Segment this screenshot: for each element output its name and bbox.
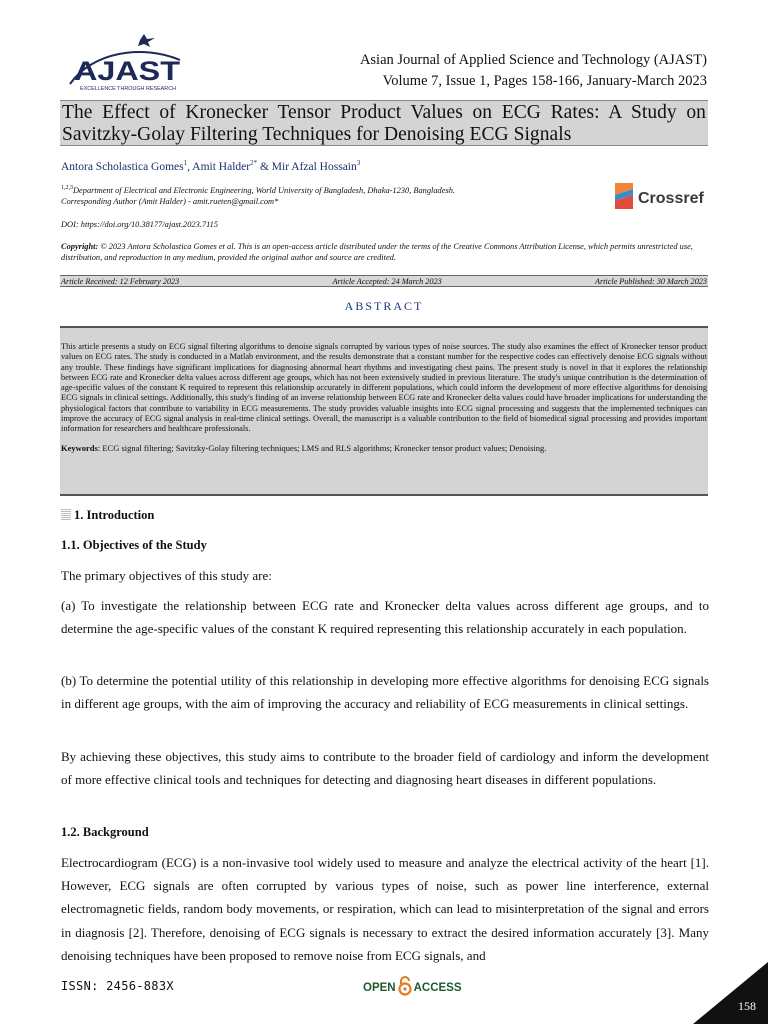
article-title: The Effect of Kronecker Tensor Product Values on ECG Rates: A Study on Savitzky-Golay Filtering Techniques for Denoising ECG Signals bbox=[62, 102, 706, 145]
date-published: Article Published: 30 March 2023 bbox=[594, 276, 707, 286]
affiliation: $^{1,2,3}$Department of Electrical and Electronic Engineering, World University of Bangladesh, Dhaka-1230, Bangladesh. Corresponding Author (Amit Halder) - amit.rueten@gmail.com* bbox=[61, 185, 456, 206]
doi-link[interactable]: DOI: https://doi.org/10.38177/ajast.2023.7115 bbox=[61, 220, 219, 229]
author-list: Antora Scholastica Gomes$^1$, Amit Halder$^{2*}$ & Mir Afzal Hossain$^3$ bbox=[61, 159, 361, 173]
paragraph: (b) To determine the potential utility of this relationship in developing more effective algorithms for denoising ECG signals in different age groups, with the aim of improving the accuracy and reliability of ECG measurements in clinical settings. bbox=[61, 673, 709, 712]
paragraph: By achieving these objectives, this study aims to contribute to the broader field of cardiology and inform the development of more effective clinical tools and techniques for detecting and diagnosing heart diseases in different populations. bbox=[61, 749, 709, 788]
abstract-box bbox=[60, 326, 708, 496]
paragraph: The primary objectives of this study are: bbox=[61, 568, 272, 583]
article-dates bbox=[60, 275, 708, 287]
author-name[interactable]: Mir Afzal Hossain bbox=[271, 160, 357, 173]
crossref-icon bbox=[615, 183, 633, 209]
date-accepted: Article Accepted: 24 March 2023 bbox=[332, 276, 442, 286]
issn: ISSN: 2456-883X bbox=[61, 979, 174, 993]
journal-info bbox=[360, 50, 707, 92]
copyright-notice: Copyright: © 2023 Antora Scholastica Gomes et al. This is an open-access article distributed under the terms of the Creative Commons Attribution License, which permits unrestricted use, distribution, and reproduction in any medium, provided the original author and source are credited. bbox=[61, 242, 693, 262]
page-number: 158 bbox=[738, 999, 756, 1013]
svg-text:Crossref: Crossref bbox=[638, 190, 704, 207]
page-corner bbox=[693, 962, 768, 1024]
section-marker-icon bbox=[61, 508, 71, 520]
logo-tagline: EXCELLENCE THROUGH RESEARCH bbox=[80, 86, 177, 92]
author-name[interactable]: Antora Scholastica Gomes bbox=[61, 160, 184, 173]
paragraph: (a) To investigate the relationship between ECG rate and Kronecker delta values across different age groups, and to determine the age-specific values of the constant K required representing this relationship accurately in each population. bbox=[61, 598, 709, 637]
open-lock-icon bbox=[398, 976, 412, 999]
journal-volume: Volume 7, Issue 1, Pages 158-166, January-March 2023 bbox=[382, 73, 707, 89]
crossref-badge[interactable] bbox=[613, 181, 709, 211]
section-heading: 1. Introduction bbox=[61, 508, 154, 523]
corresponding-author: Corresponding Author (Amit Halder) - amit.rueten@gmail.com* bbox=[61, 196, 279, 206]
subsection-heading: 1.1. Objectives of the Study bbox=[61, 538, 207, 552]
abstract-text: This article presents a study on ECG signal filtering algorithms to denoise signals corrupted by various types of noise sources. The study also examines the effect of Kronecker tensor product values on ECG rates. The study is conducted in a Matlab environment, and the results demonstrate that a constant number for the respective codes can effectively denoise ECG signals without any trouble. These findings have significant implications for diagnosing abnormal heart rhythms and investigating chest pains. The present study is novel in that it explores the relationship between ECG rate and Kronecker delta values across different age groups, which has not been extensively studied in previous literature. The study's unique contribution is the determination of age-specific values of the constant K required to represent this relationship accurately in different populations, which could inform the development of more effective algorithms for denoising ECG signals in clinical settings. Additionally, this study's finding of an inverse relationship between ECG rate and Kronecker delta values could have broader implications for understanding the physiological factors that contribute to variability in ECG measurements. The study provides valuable insights into ECG signal processing and suggests that the implemented techniques can improve the accuracy of ECG signal analysis in real-time clinical settings. Overall, the manuscript is a valuable contribution to the field of biomedical signal processing and provides important information for researchers and healthcare professionals. bbox=[61, 342, 707, 434]
paragraph: Electrocardiogram (ECG) is a non-invasive tool widely used to measure and analyze the electrical activity of the heart [1]. However, ECG signals are often corrupted by various types of noise, such as power line interference, external electromagnetic fields, random body movements, or respiration, which can lead to misinterpretation of the signal and errors in diagnosis [2]. Therefore, denoising of ECG signals is necessary to extract the desired information accurately [3]. Many denoising techniques have been proposed to remove noise from ECG signals, and bbox=[61, 855, 709, 963]
open-access-badge: OPEN ACCESS bbox=[363, 976, 462, 999]
journal-name: Asian Journal of Applied Science and Technology (AJAST) bbox=[359, 52, 707, 68]
logo-text: AJAST bbox=[74, 56, 181, 86]
abstract-heading: ABSTRACT bbox=[344, 299, 424, 313]
date-received: Article Received: 12 February 2023 bbox=[61, 276, 180, 286]
author-name[interactable]: Amit Halder bbox=[192, 160, 251, 173]
journal-logo bbox=[62, 30, 184, 94]
keywords: Keywords: ECG signal filtering; Savitzky-Golay filtering techniques; LMS and RLS algorithms; Kronecker tensor product values; Denoising. bbox=[61, 442, 547, 453]
subsection-heading: 1.2. Background bbox=[61, 825, 149, 839]
